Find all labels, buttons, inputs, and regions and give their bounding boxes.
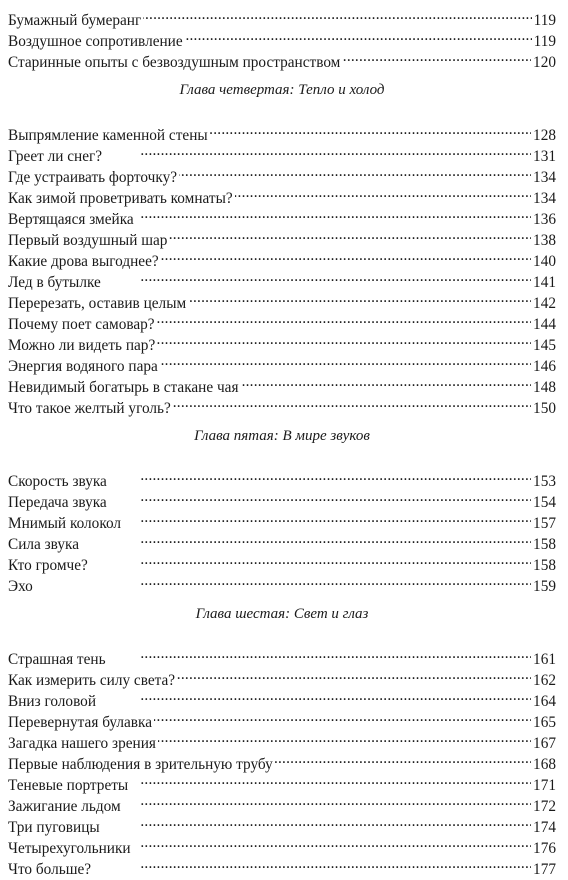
toc-entry-page: 177 xyxy=(533,861,556,878)
leader-dots xyxy=(81,528,531,549)
toc-entry xyxy=(8,119,556,144)
toc-entry-page: 172 xyxy=(533,798,556,815)
toc-entry-page: 148 xyxy=(533,379,556,396)
toc-entry-page: 119 xyxy=(533,33,556,50)
toc-entry-page: 153 xyxy=(533,473,556,490)
toc-entry-page: 159 xyxy=(533,578,556,595)
leader-dots xyxy=(109,465,531,486)
toc-section xyxy=(8,4,556,71)
toc-entry-page: 146 xyxy=(533,358,556,375)
leader-dots xyxy=(169,224,531,245)
leader-dots xyxy=(157,329,531,350)
chapter-heading: Глава четвертая: Тепло и холод xyxy=(179,82,385,98)
toc-entry xyxy=(8,4,556,29)
toc-entry xyxy=(8,528,556,553)
toc-entry-title: Какие дрова выгоднее? xyxy=(8,253,159,270)
leader-dots xyxy=(108,643,531,664)
leader-dots xyxy=(98,685,531,706)
toc-entry-page: 120 xyxy=(533,54,556,71)
toc-entry-title: Невидимый богатырь в стакане чая xyxy=(8,379,239,396)
toc-entry-title: Воздушное сопротивление xyxy=(8,33,183,50)
leader-dots xyxy=(158,727,531,748)
toc-entry-page: 136 xyxy=(533,211,556,228)
toc-entry xyxy=(8,549,556,574)
toc-entry-title: Старинные опыты с безвоздушным пространством xyxy=(8,54,341,71)
toc-section xyxy=(8,643,556,878)
toc-entry-page: 128 xyxy=(533,127,556,144)
toc-entry-page: 134 xyxy=(533,169,556,186)
toc-entry-title: Сила звука xyxy=(8,536,80,553)
toc-entry-page: 154 xyxy=(533,494,556,511)
toc-entry-title: Лед в бутылке xyxy=(8,274,101,291)
toc-entry-page: 145 xyxy=(533,337,556,354)
toc-entry-title: Загадка нашего зрения xyxy=(8,735,156,752)
toc-entry-page: 141 xyxy=(533,274,556,291)
toc-entry-title: Перерезать, оставив целым xyxy=(8,295,187,312)
toc-entry-title: Энергия водяного пара xyxy=(8,358,158,375)
toc-entry-title: Зажигание льдом xyxy=(8,798,121,815)
toc-entry-title: Страшная тень xyxy=(8,651,106,668)
leader-dots xyxy=(109,486,531,507)
toc-entry-title: Вниз головой xyxy=(8,693,97,710)
toc-entry-title: Вертящаяся змейка xyxy=(8,211,134,228)
leader-dots xyxy=(160,350,531,371)
toc-entry-page: 168 xyxy=(533,756,556,773)
toc-entry-page: 157 xyxy=(533,515,556,532)
toc-entry xyxy=(8,570,556,595)
toc-entry-title: Что больше? xyxy=(8,861,92,878)
leader-dots xyxy=(235,182,531,203)
toc-entry-title: Кто громче? xyxy=(8,557,88,574)
toc-entry-page: 119 xyxy=(533,12,556,29)
toc-entry-page: 176 xyxy=(533,840,556,857)
toc-entry-page: 158 xyxy=(533,557,556,574)
toc-entry-page: 140 xyxy=(533,253,556,270)
toc-entry-title: Где устраивать форточку? xyxy=(8,169,178,186)
leader-dots xyxy=(161,245,531,266)
leader-dots xyxy=(123,507,531,528)
leader-dots xyxy=(157,308,531,329)
toc-entry-page: 150 xyxy=(533,400,556,417)
leader-dots xyxy=(210,119,531,140)
leader-dots xyxy=(104,140,531,161)
toc-entry-title: Можно ли видеть пар? xyxy=(8,337,156,354)
leader-dots xyxy=(185,25,532,46)
leader-dots xyxy=(177,664,531,685)
toc-entry-page: 134 xyxy=(533,190,556,207)
leader-dots xyxy=(130,769,531,790)
toc-entry-title: Три пуговицы xyxy=(8,819,100,836)
toc-entry-page: 144 xyxy=(533,316,556,333)
toc-entry-title: Что такое желтый уголь? xyxy=(8,400,171,417)
leader-dots xyxy=(188,287,531,308)
toc-entry-page: 131 xyxy=(533,148,556,165)
toc-entry-title: Скорость звука xyxy=(8,473,107,490)
toc-section xyxy=(8,465,556,595)
toc-entry-page: 158 xyxy=(533,536,556,553)
toc-entry-title: Первые наблюдения в зрительную трубу xyxy=(8,756,273,773)
toc-entry-title: Бумажный бумеранг xyxy=(8,12,142,29)
toc-entry xyxy=(8,465,556,490)
toc-entry-title: Выпрямление каменной стены xyxy=(8,127,208,144)
toc-entry-page: 161 xyxy=(533,651,556,668)
leader-dots xyxy=(275,748,531,769)
toc-entry-title: Греет ли снег? xyxy=(8,148,103,165)
toc-entry-title: Как измерить силу света? xyxy=(8,672,176,689)
toc-entry-title: Эхо xyxy=(8,578,33,595)
toc-entry-page: 164 xyxy=(533,693,556,710)
toc-entry-title: Почему поет самовар? xyxy=(8,316,155,333)
leader-dots xyxy=(173,392,531,413)
toc-section xyxy=(8,119,556,417)
toc-entry-page: 165 xyxy=(533,714,556,731)
toc-entry-title: Передача звука xyxy=(8,494,107,511)
leader-dots xyxy=(123,790,531,811)
leader-dots xyxy=(154,706,531,727)
toc-entry xyxy=(8,643,556,668)
toc-entry-title: Перевернутая булавка xyxy=(8,714,153,731)
leader-dots xyxy=(136,203,531,224)
chapter-heading: Глава пятая: В мире звуков xyxy=(194,428,370,444)
toc-entry-page: 167 xyxy=(533,735,556,752)
leader-dots xyxy=(35,570,531,591)
leader-dots xyxy=(179,161,531,182)
leader-dots xyxy=(90,549,531,570)
leader-dots xyxy=(93,853,531,874)
toc-entry-page: 142 xyxy=(533,295,556,312)
leader-dots xyxy=(143,4,531,25)
toc-entry-page: 171 xyxy=(533,777,556,794)
toc-entry-title: Мнимый колокол xyxy=(8,515,122,532)
toc-entry-title: Как зимой проветривать комнаты? xyxy=(8,190,233,207)
toc-entry-title: Первый воздушный шар xyxy=(8,232,168,249)
toc-entry-page: 138 xyxy=(533,232,556,249)
toc-entry-page: 174 xyxy=(533,819,556,836)
leader-dots xyxy=(102,811,531,832)
leader-dots xyxy=(342,46,531,67)
leader-dots xyxy=(103,266,531,287)
toc-entry-title: Четырехугольники xyxy=(8,840,131,857)
toc-entry-title: Теневые портреты xyxy=(8,777,129,794)
leader-dots xyxy=(241,371,532,392)
chapter-heading: Глава шестая: Свет и глаз xyxy=(195,606,369,622)
toc-entry-page: 162 xyxy=(533,672,556,689)
